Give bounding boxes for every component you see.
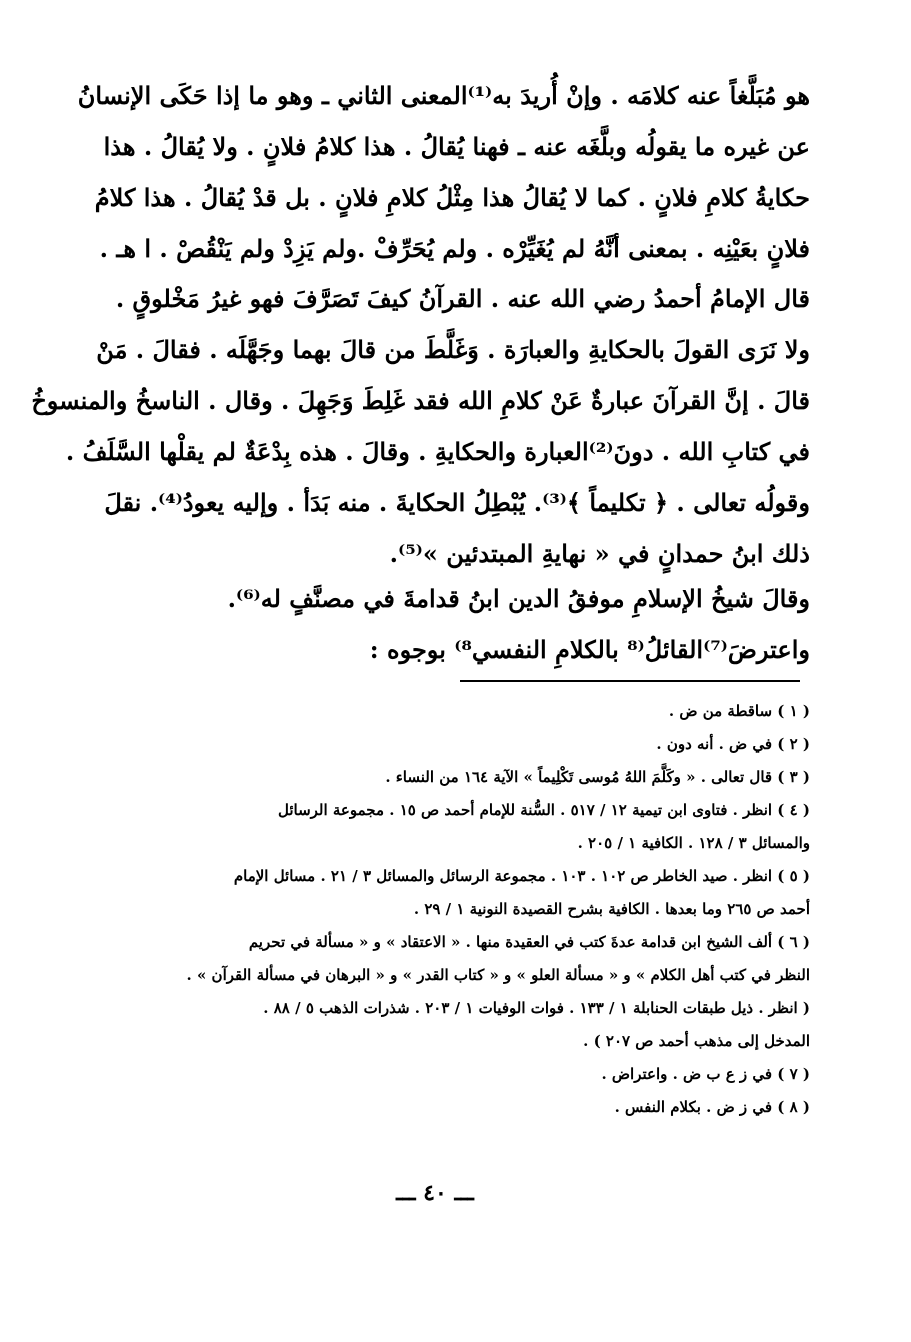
footnote-line: ( ١ ) ساقطة من ض . bbox=[668, 702, 810, 720]
paragraph-2 bbox=[31, 273, 810, 579]
footnote-line: ( ٥ ) انظر . صيد الخاطر ص ١٠٢ . ١٠٣ . مجموعة الرسائل والمسائل ٣ / ٢١ . مسائل الإمام bbox=[233, 867, 810, 885]
text-line: في كتابِ الله . دونَ⁽²⁾العبارة والحكايةِ . وقالَ . هذه بِدْعَةٌ لم يقلْها السَّلَفُ . bbox=[65, 437, 810, 466]
footnote-line: النظر في كتب أهل الكلام » و « مسألة العلو » و « كتاب القدر » و « البرهان في مسألة القرآن » . bbox=[186, 966, 810, 984]
footnote-line: والمسائل ٣ / ١٢٨ . الكافية ١ / ٢٠٥ . bbox=[577, 834, 810, 852]
paragraph-1 bbox=[77, 70, 810, 274]
footnote-separator bbox=[460, 680, 800, 682]
footnote-line: ( ٨ ) في ز ض . بكلام النفس . bbox=[614, 1098, 810, 1116]
text-line: عن غيره ما يقولُه وبلَّغَه عنه ـ فهنا يُقالُ . هذا كلامُ فلانٍ . ولا يُقالُ . هذا bbox=[103, 132, 810, 161]
text-line: هو مُبَلَّغاً عنه كلامَه . وإنْ أُريدَ به⁽¹⁾المعنى الثاني ـ وهو ما إذا حَكَى الإنسانُ bbox=[77, 81, 810, 110]
footnotes bbox=[100, 695, 810, 1124]
footnote-line: ( ٣ ) قال تعالى . « وكَلَّمَ اللهُ مُوسى تَكْلِيماً » الآية ١٦٤ من النساء . bbox=[385, 768, 810, 786]
text-line: فلانٍ بعَيْنِه . بمعنى أنَّهُ لم يُغَيِّرْه . ولم يُحَرِّفْ .ولم يَزِدْ ولم يَنْقُصْ . ا هـ . bbox=[99, 234, 810, 263]
text-line: وقالَ شيخُ الإسلامِ موفقُ الدين ابنُ قدامةَ في مصنَّفٍ له⁽⁶⁾. bbox=[227, 584, 810, 613]
text-line: واعترضَ⁽⁷⁾القائلُ⁽⁸ بالكلامِ النفسي⁸⁾ بوجوه : bbox=[369, 635, 810, 664]
footnote-line: ( انظر . ذيل طبقات الحنابلة ١ / ١٣٣ . فوات الوفيات ١ / ٢٠٣ . شذرات الذهب ٥ / ٨٨ . bbox=[263, 999, 810, 1017]
text-line: قالَ . إنَّ القرآنَ عبارةٌ عَنْ كلامِ الله فقد غَلِطَ وَجَهِلَ . وقال . الناسخُ والمنسوخُ bbox=[31, 386, 810, 415]
footnote-line: ( ٢ ) في ض . أنه دون . bbox=[656, 735, 810, 753]
page-number: ـــ ٤٠ ـــ bbox=[396, 1180, 474, 1206]
text-line: وقولُه تعالى . ﴿ تكليماً ﴾⁽³⁾. يُبْطِلُ الحكايةَ . منه بَدَأ . وإليه يعودُ⁽⁴⁾. نقلَ bbox=[104, 488, 810, 517]
footnote-line: ( ٤ ) انظر . فتاوى ابن تيمية ١٢ / ٥١٧ . السُّنة للإمام أحمد ص ١٥ . مجموعة الرسائل bbox=[277, 801, 810, 819]
footnote-line: المدخل إلى مذهب أحمد ص ٢٠٧ ) . bbox=[583, 1032, 810, 1050]
text-line: ولا نَرَى القولَ بالحكايةِ والعبارَة . وَغَلَّطَ من قالَ بهما وجَهَّلَه . فقالَ . مَنْ bbox=[96, 335, 810, 364]
footnote-line: ( ٧ ) في ز ع ب ض . واعتراض . bbox=[601, 1065, 810, 1083]
text-line: ذلك ابنُ حمدانٍ في « نهايةِ المبتدئين »⁽⁵⁾. bbox=[389, 539, 810, 568]
footnote-line: ( ٦ ) ألف الشيخ ابن قدامة عدةَ كتب في العقيدة منها . « الاعتقاد » و « مسألة في تحريم bbox=[248, 933, 810, 951]
footnote-line: أحمد ص ٢٦٥ وما بعدها . الكافية بشرح القصيدة النونية ١ / ٢٩ . bbox=[413, 900, 810, 918]
paragraph-3 bbox=[100, 573, 810, 675]
text-line: حكايةُ كلامِ فلانٍ . كما لا يُقالُ هذا مِثْلُ كلامِ فلانٍ . بل قدْ يُقالُ . هذا كلامُ bbox=[94, 183, 810, 212]
text-line: قال الإمامُ أحمدُ رضي الله عنه . القرآنُ كيفَ تَصَرَّفَ فهو غيرُ مَخْلوقٍ . bbox=[115, 284, 810, 313]
